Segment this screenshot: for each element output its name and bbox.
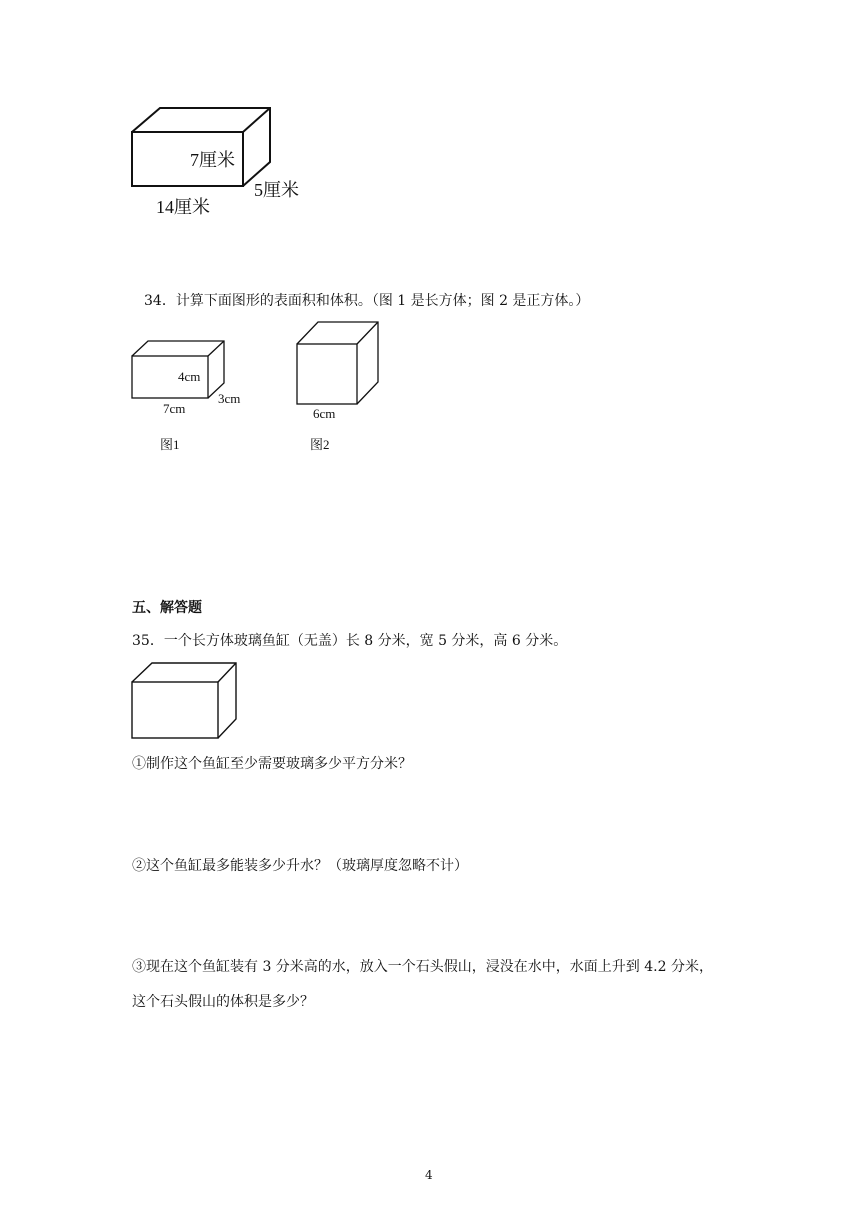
dimension-label-length: 14厘米 [156, 197, 210, 217]
fig1-caption: 图1 [160, 437, 180, 452]
question-35-text: 35．一个长方体玻璃鱼缸（无盖）长 8 分米，宽 5 分米，高 6 分米。 [132, 633, 568, 649]
section-heading: 五、解答题 [132, 600, 202, 616]
question-35-sub2: ②这个鱼缸最多能装多少升水？（玻璃厚度忽略不计） [132, 858, 468, 874]
fig2-caption: 图2 [310, 437, 330, 452]
page-number: 4 [425, 1168, 433, 1182]
fig1-width-label: 3cm [218, 391, 241, 406]
dimension-label-height: 7厘米 [190, 150, 235, 170]
question-35-sub3-line1: ③现在这个鱼缸装有 3 分米高的水，放入一个石头假山，浸没在水中，水面上升到 4.2 分米， [132, 959, 713, 975]
dimension-label-width: 5厘米 [254, 180, 299, 200]
fig1-length-label: 7cm [163, 401, 186, 416]
fig2-edge-label: 6cm [313, 406, 336, 421]
question-35-sub3-line2: 这个石头假山的体积是多少？ [132, 994, 314, 1010]
question-34-text: 34．计算下面图形的表面积和体积。（图 1 是长方体；图 2 是正方体。） [144, 293, 590, 309]
fig1-height-label: 4cm [178, 369, 201, 384]
question-35-sub1: ①制作这个鱼缸至少需要玻璃多少平方分米？ [132, 756, 412, 772]
